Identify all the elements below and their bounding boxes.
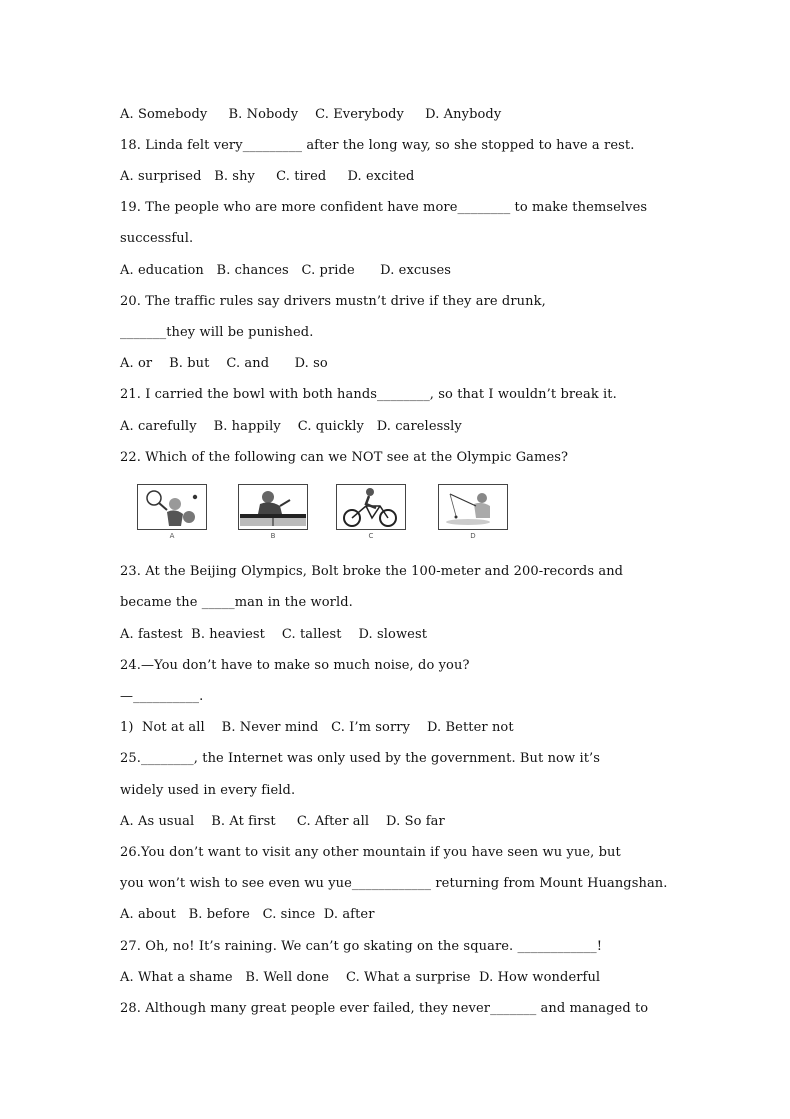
table-tennis-icon	[238, 484, 308, 530]
figure-c-label: C	[368, 532, 374, 540]
figure-a-label: A	[169, 532, 175, 540]
q22-figures	[135, 484, 515, 544]
q23-stem-cont: became the _____man in the world.	[120, 595, 353, 610]
figure-c	[336, 484, 406, 544]
q24-stem: 24.—You don’t have to make so much noise, do you?	[120, 658, 470, 673]
q21-options: A. carefully B. happily C. quickly D. carelessly	[120, 419, 462, 434]
q20-stem-cont: _______they will be punished.	[120, 325, 314, 340]
q20-options: A. or B. but C. and D. so	[120, 356, 328, 371]
fishing-icon	[438, 484, 508, 530]
q18-options: A. surprised B. shy C. tired D. excited	[120, 169, 415, 184]
q26-options: A. about B. before C. since D. after	[120, 907, 375, 922]
figure-b	[238, 484, 308, 544]
q27-stem: 27. Oh, no! It’s raining. We can’t go skating on the square. ____________!	[120, 939, 603, 954]
figure-a	[137, 484, 207, 544]
q21-stem: 21. I carried the bowl with both hands________, so that I wouldn’t break it.	[120, 387, 617, 402]
q20-stem: 20. The traffic rules say drivers mustn’t drive if they are drunk,	[120, 294, 546, 309]
figure-b-label: B	[270, 532, 276, 540]
q19-stem: 19. The people who are more confident have more________ to make themselves	[120, 200, 648, 215]
q24-reply: —__________.	[120, 689, 204, 704]
cycling-icon	[336, 484, 406, 530]
q22-stem: 22. Which of the following can we NOT see at the Olympic Games?	[120, 450, 569, 465]
q17-options: A. Somebody B. Nobody C. Everybody D. Anybody	[120, 107, 502, 122]
q25-stem-cont: widely used in every field.	[120, 783, 296, 798]
q24-options: 1) Not at all B. Never mind C. I’m sorry D. Better not	[120, 720, 514, 735]
q26-stem: 26.You don’t want to visit any other mountain if you have seen wu yue, but	[120, 845, 621, 860]
figure-d-label: D	[470, 532, 476, 540]
tennis-icon	[137, 484, 207, 530]
q19-stem-cont: successful.	[120, 231, 194, 246]
q25-options: A. As usual B. At first C. After all D. So far	[120, 814, 445, 829]
q18-stem: 18. Linda felt very_________ after the long way, so she stopped to have a rest.	[120, 138, 635, 153]
q28-stem: 28. Although many great people ever failed, they never_______ and managed to	[120, 1001, 649, 1016]
q27-options: A. What a shame B. Well done C. What a surprise D. How wonderful	[120, 970, 601, 985]
q25-stem: 25.________, the Internet was only used by the government. But now it’s	[120, 751, 601, 766]
q23-options: A. fastest B. heaviest C. tallest D. slowest	[120, 627, 428, 642]
q26-stem-cont: you won’t wish to see even wu yue____________ returning from Mount Huangshan.	[120, 876, 668, 891]
q23-stem: 23. At the Beijing Olympics, Bolt broke the 100-meter and 200-records and	[120, 564, 624, 579]
figure-d	[438, 484, 508, 544]
q19-options: A. education B. chances C. pride D. excuses	[120, 263, 452, 278]
